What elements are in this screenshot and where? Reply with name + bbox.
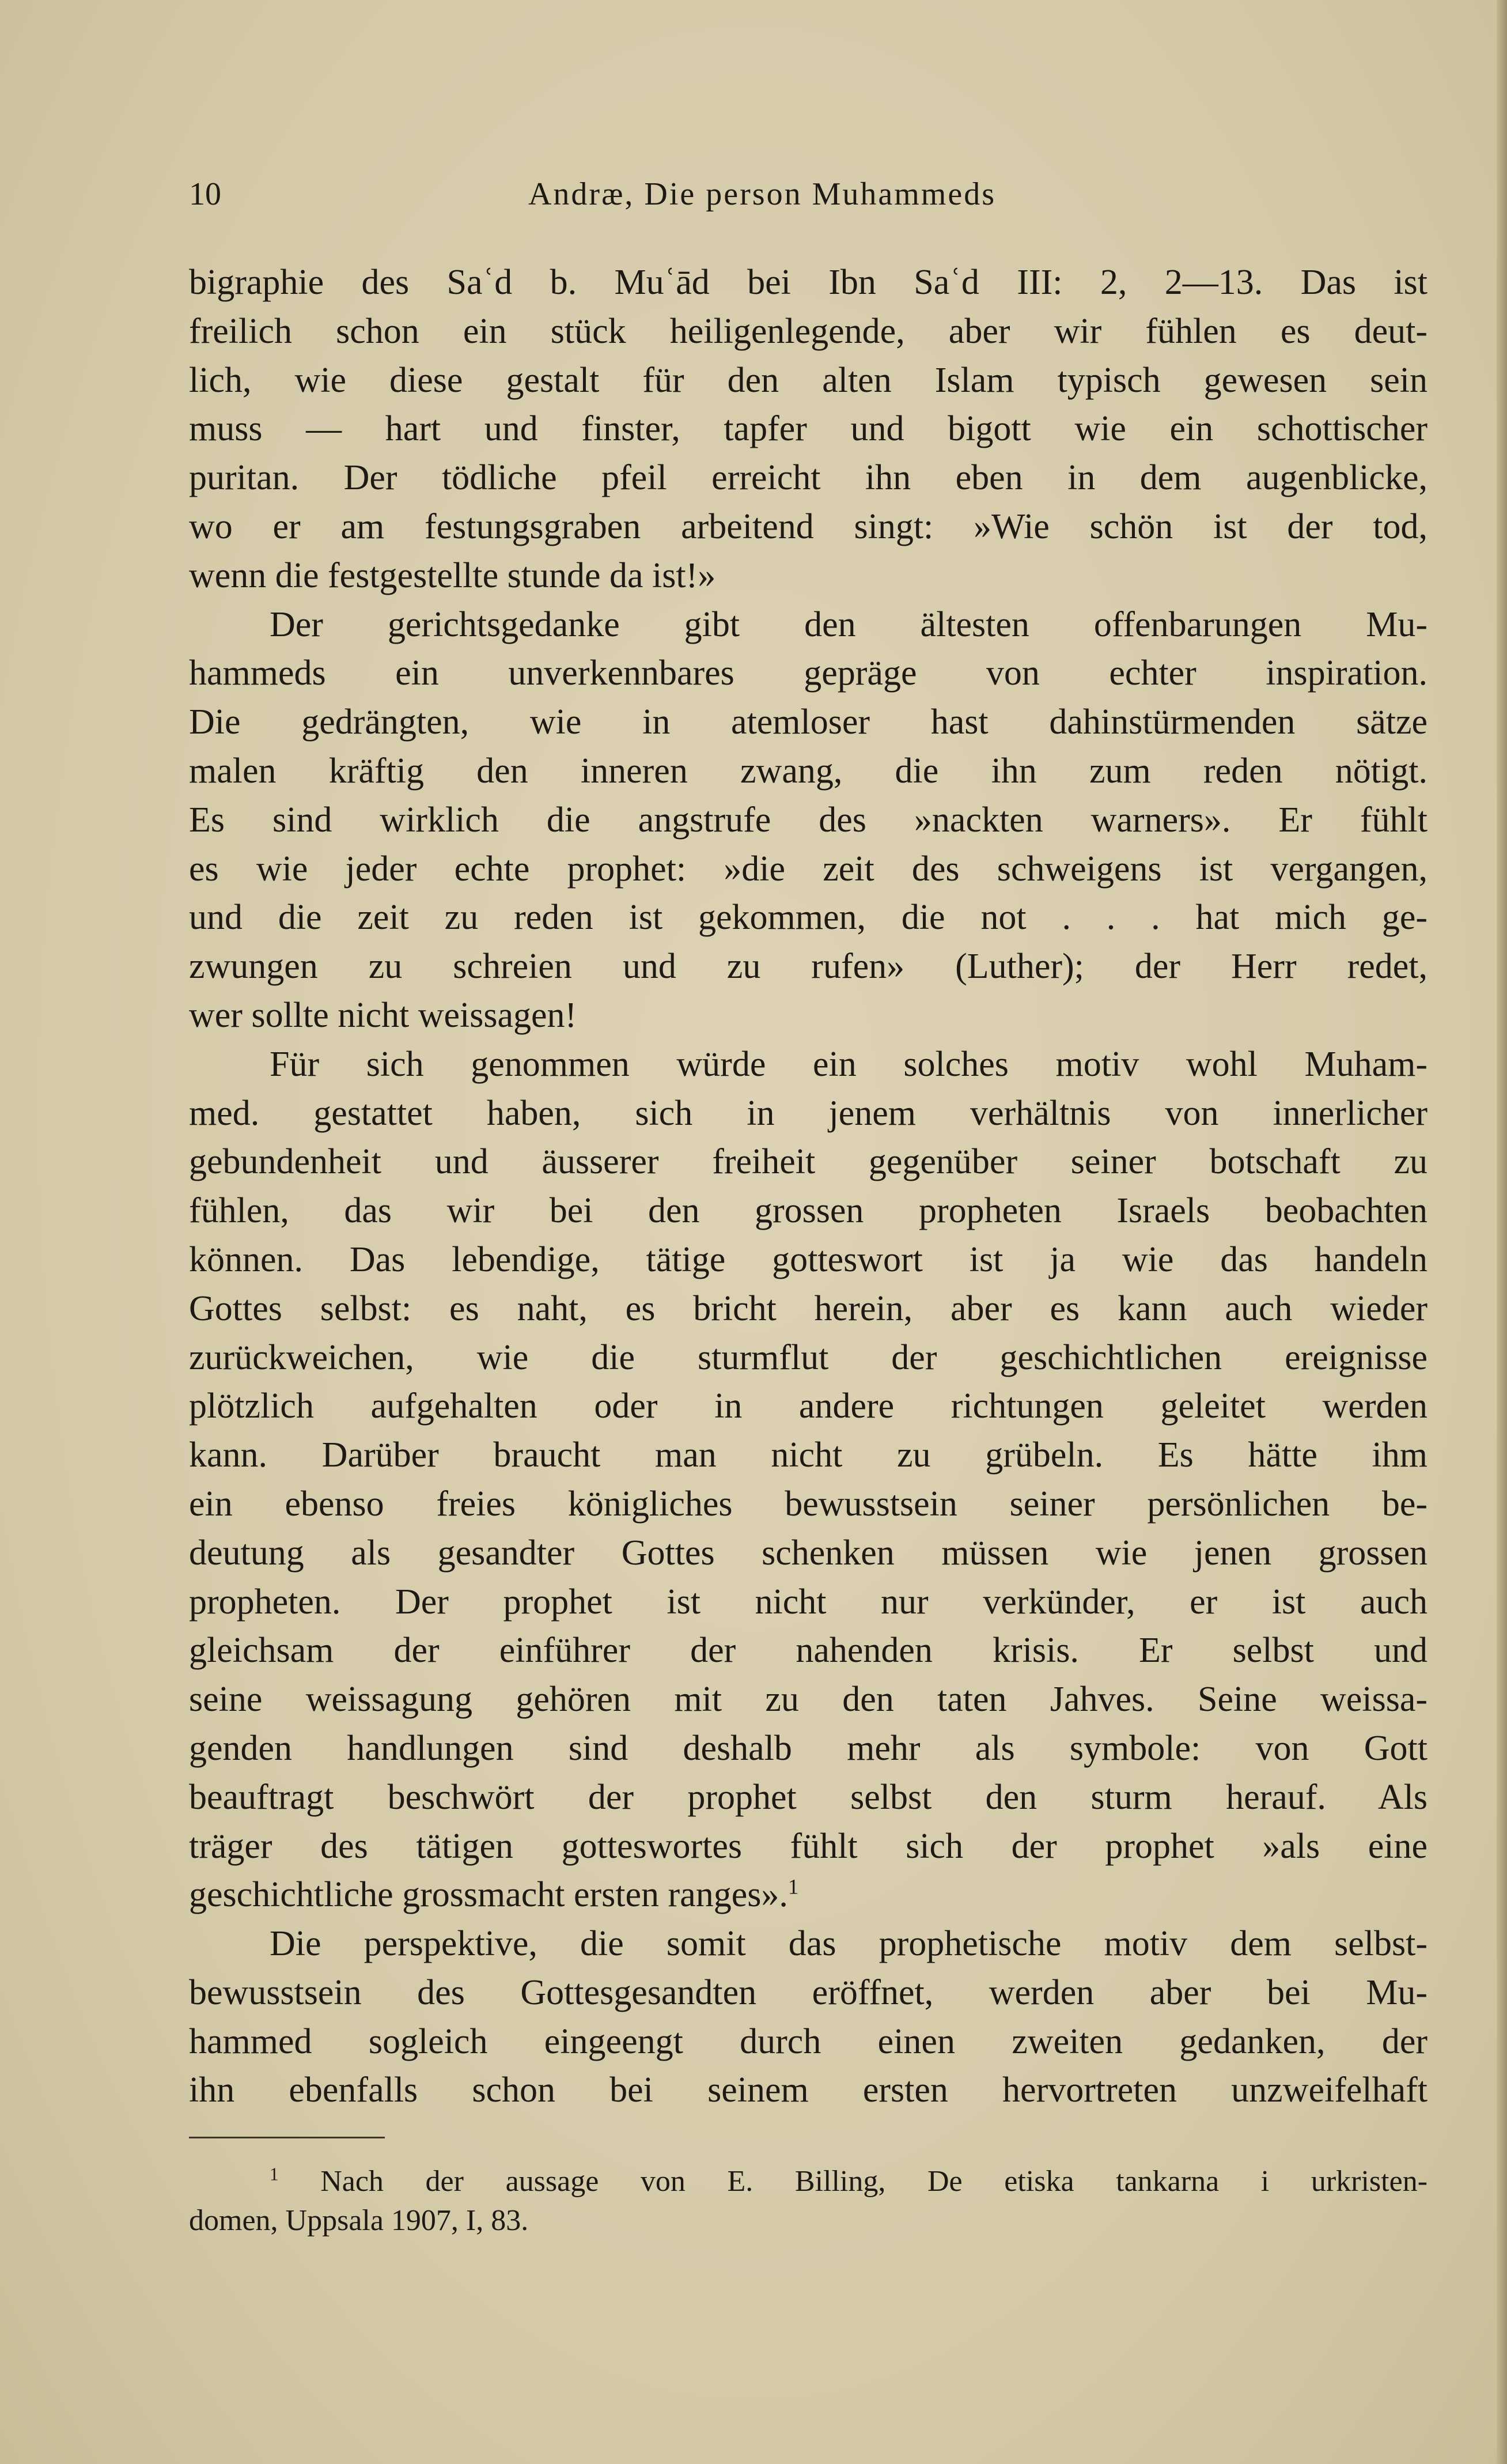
text-line: wo er am festungsgraben arbeitend singt: »Wie schön ist der tod,: [189, 507, 1428, 546]
text-line: geschichtliche grossmacht ersten ranges».: [189, 1875, 788, 1915]
text-line: bewusstsein des Gottesgesandten eröffnet, werden aber bei Mu-: [189, 1972, 1428, 2012]
text-line: können. Das lebendige, tätige gotteswort ist ja wie das handeln: [189, 1239, 1428, 1279]
text-line: träger des tätigen gotteswortes fühlt sich der prophet »als eine: [189, 1826, 1428, 1866]
text-line: Der gerichtsgedanke gibt den ältesten offenbarungen Mu-: [270, 604, 1428, 644]
text-line: Für sich genommen würde ein solches motiv wohl Muham-: [270, 1044, 1428, 1084]
text-line: gleichsam der einführer der nahenden krisis. Er selbst und: [189, 1631, 1428, 1671]
text-line: Gottes selbst: es naht, es bricht herein, aber es kann auch wieder: [189, 1288, 1428, 1328]
text-line: bigraphie des Saʿd b. Muʿād bei Ibn Saʿd III: 2, 2—13. Das ist: [189, 263, 1428, 302]
text-line: hammeds ein unverkennbares gepräge von echter inspiration.: [189, 653, 1428, 693]
text-line: ein ebenso freies königliches bewusstsein seiner persönlichen be-: [189, 1484, 1428, 1524]
text-line: plötzlich aufgehalten oder in andere richtungen geleitet werden: [189, 1386, 1428, 1426]
text-line: seine weissagung gehören mit zu den taten Jahves. Seine weissa-: [189, 1680, 1428, 1719]
page-number: 10: [189, 176, 221, 212]
footnote-text: Nach der aussage von E. Billing, De etiska tankarna i urkristen-: [320, 2165, 1428, 2198]
text-line: deutung als gesandter Gottes schenken müssen wie jenen grossen: [189, 1533, 1428, 1573]
page-edge: [1497, 0, 1507, 2464]
text-line: propheten. Der prophet ist nicht nur verkünder, er ist auch: [189, 1582, 1428, 1622]
text-line: zwungen zu schreien und zu rufen» (Luther); der Herr redet,: [189, 947, 1428, 987]
footnote-line: [189, 2162, 1428, 2201]
text-line: lich, wie diese gestalt für den alten Islam typisch gewesen sein: [189, 360, 1428, 400]
text-line: malen kräftig den inneren zwang, die ihn zum reden nötigt.: [189, 751, 1428, 791]
text-line: zurückweichen, wie die sturmflut der geschichtlichen ereignisse: [189, 1337, 1428, 1377]
body-text: [189, 258, 1428, 2115]
text-line: puritan. Der tödliche pfeil erreicht ihn eben in dem augenblicke,: [189, 458, 1428, 498]
page-header: [189, 168, 1335, 220]
text-line: muss — hart und finster, tapfer und bigott wie ein schottischer: [189, 409, 1428, 449]
text-line: genden handlungen sind deshalb mehr als symbole: von Gott: [189, 1728, 1428, 1768]
footnote-marker: 1: [270, 2164, 279, 2185]
text-line: med. gestattet haben, sich in jenem verhältnis von innerlicher: [189, 1093, 1428, 1133]
text-line: kann. Darüber braucht man nicht zu grübeln. Es hätte ihm: [189, 1435, 1428, 1475]
text-line: freilich schon ein stück heiligenlegende, aber wir fühlen es deut-: [189, 311, 1428, 351]
text-line: fühlen, das wir bei den grossen propheten Israels beobachten: [189, 1191, 1428, 1231]
text-line: gebundenheit und äusserer freiheit gegenüber seiner botschaft zu: [189, 1142, 1428, 1182]
text-line: und die zeit zu reden ist gekommen, die not . . . hat mich ge-: [189, 898, 1428, 938]
text-line: wenn die festgestellte stunde da ist!»: [189, 555, 716, 595]
text-line: beauftragt beschwört der prophet selbst den sturm herauf. Als: [189, 1777, 1428, 1817]
footnote-divider: [189, 2137, 385, 2138]
footnote: [189, 2162, 1428, 2240]
footnote-line: domen, Uppsala 1907, I, 83.: [189, 2204, 529, 2237]
text-line-with-footnote-ref: [189, 1870, 1428, 1919]
text-line: ihn ebenfalls schon bei seinem ersten hervortreten unzweifelhaft: [189, 2070, 1428, 2110]
footnote-reference: 1: [787, 1875, 799, 1899]
text-line: Es sind wirklich die angstrufe des »nackten warners». Er fühlt: [189, 800, 1428, 840]
text-line: hammed sogleich eingeengt durch einen zweiten gedanken, der: [189, 2021, 1428, 2061]
text-line: wer sollte nicht weissagen!: [189, 995, 577, 1035]
text-line: Die gedrängten, wie in atemloser hast dahinstürmenden sätze: [189, 702, 1428, 742]
text-line: es wie jeder echte prophet: »die zeit des schweigens ist vergangen,: [189, 849, 1428, 889]
running-head: Andræ, Die person Muhammeds: [528, 176, 996, 212]
text-line: Die perspektive, die somit das prophetische motiv dem selbst-: [270, 1924, 1428, 1964]
